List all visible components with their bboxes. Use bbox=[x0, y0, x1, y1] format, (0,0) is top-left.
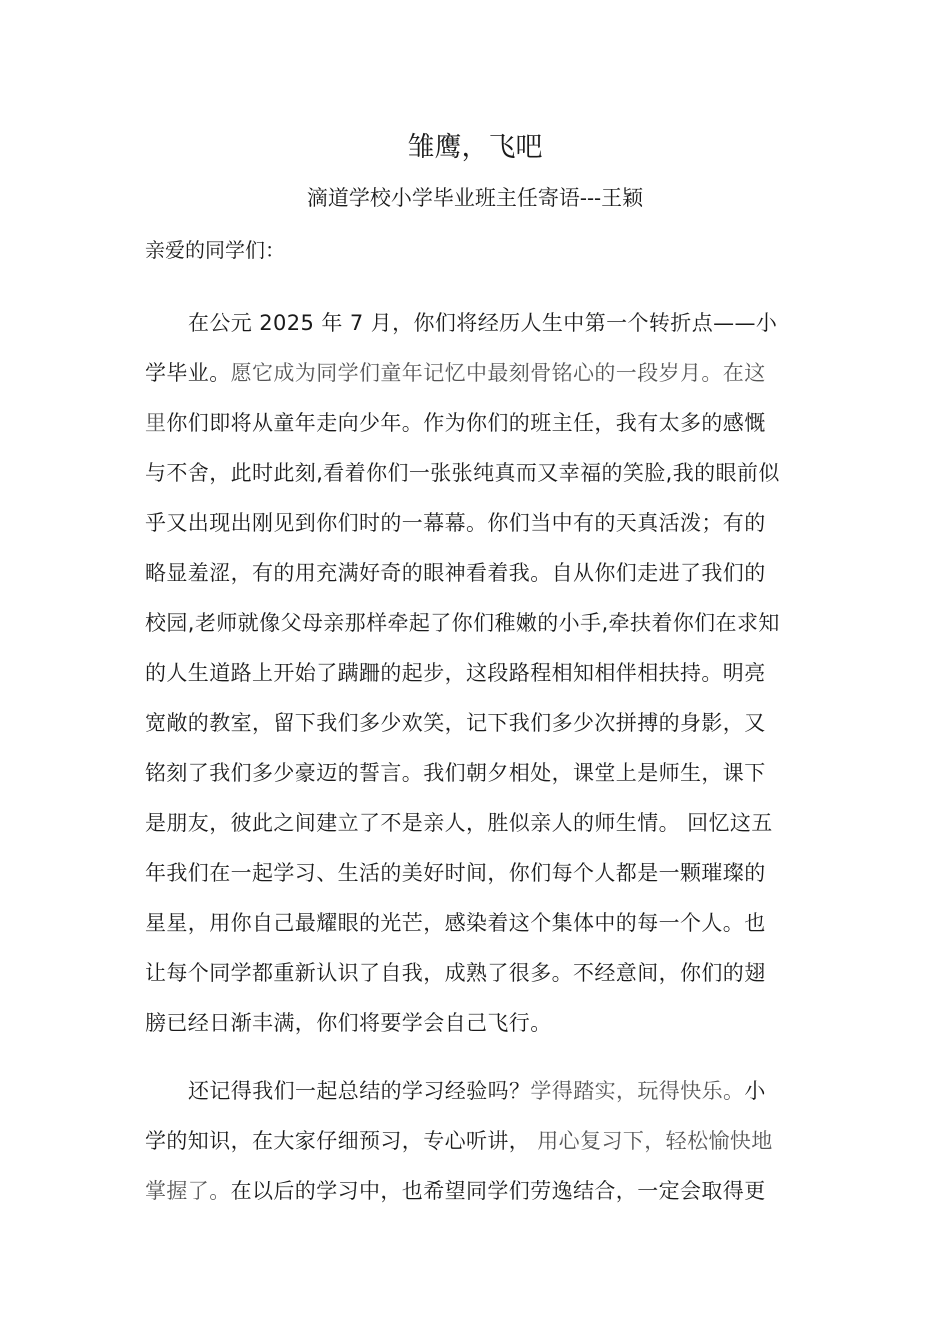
text-line: 在公元 2025 年 7 月，你们将经历人生中第一个转折点——小 bbox=[188, 311, 778, 335]
text-line: 是朋友，彼此之间建立了不是亲人，胜似亲人的师生情。 回忆这五 bbox=[145, 811, 773, 835]
text-line bbox=[145, 1066, 805, 1116]
text-segment: 学的知识，在大家仔细预习，专心听讲， bbox=[145, 1129, 531, 1153]
text-segment: 你们即将从童年走向少年。作为你们的班主任，我有太多的感慨 bbox=[166, 411, 766, 435]
salutation: 亲爱的同学们： bbox=[145, 238, 285, 262]
text-line: 的人生道路上开始了蹒跚的起步，这段路程相知相伴相扶持。明亮 bbox=[145, 661, 766, 685]
text-line bbox=[145, 398, 805, 448]
text-segment: 里 bbox=[145, 411, 167, 435]
text-segment: 在以后的学习中，也希望同学们劳逸结合，一定会取得更 bbox=[230, 1179, 766, 1203]
text-line: 宽敞的教室，留下我们多少欢笑，记下我们多少次拼搏的身影，又 bbox=[145, 711, 766, 735]
document-title: 雏鹰，飞吧 bbox=[407, 132, 543, 163]
text-segment: 小 bbox=[744, 1079, 766, 1103]
text-line bbox=[145, 1166, 805, 1216]
text-line: 年我们在一起学习、生活的美好时间，你们每个人都是一颗璀璨的 bbox=[145, 861, 766, 885]
text-line: 乎又出现出刚见到你们时的一幕幕。你们当中有的天真活泼；有的 bbox=[145, 511, 766, 535]
text-line: 与不舍，此时此刻,看着你们一张张纯真而又幸福的笑脸,我的眼前似 bbox=[145, 461, 780, 485]
text-line bbox=[145, 1116, 805, 1166]
text-segment: 愿它成为同学们童年记忆中最刻骨铭心的一段岁月。在这 bbox=[230, 361, 766, 385]
text-segment: 用心复习下，轻松愉快地 bbox=[530, 1129, 773, 1153]
text-line: 膀已经日渐丰满，你们将要学会自己飞行。 bbox=[145, 1011, 552, 1035]
text-line bbox=[145, 348, 805, 398]
text-line: 铭刻了我们多少豪迈的誓言。我们朝夕相处，课堂上是师生，课下 bbox=[145, 761, 766, 785]
text-segment: 掌握了。 bbox=[145, 1179, 231, 1203]
document-subtitle: 滴道学校小学毕业班主任寄语---王颖 bbox=[306, 186, 644, 210]
text-segment: 学毕业。 bbox=[145, 361, 231, 385]
text-segment: 学得踏实，玩得快乐。 bbox=[530, 1079, 745, 1103]
text-segment: 还记得我们一起总结的学习经验吗？ bbox=[188, 1079, 531, 1103]
paragraph-2 bbox=[145, 1066, 805, 1216]
text-line: 校园,老师就像父母亲那样牵起了你们稚嫩的小手,牵扶着你们在求知 bbox=[145, 611, 780, 635]
text-line: 星星，用你自己最耀眼的光芒，感染着这个集体中的每一个人。也 bbox=[145, 911, 766, 935]
text-line: 让每个同学都重新认识了自我，成熟了很多。不经意间，你们的翅 bbox=[145, 961, 766, 985]
paragraph-1 bbox=[145, 298, 805, 1048]
text-line: 略显羞涩，有的用充满好奇的眼神看着我。自从你们走进了我们的 bbox=[145, 561, 766, 585]
